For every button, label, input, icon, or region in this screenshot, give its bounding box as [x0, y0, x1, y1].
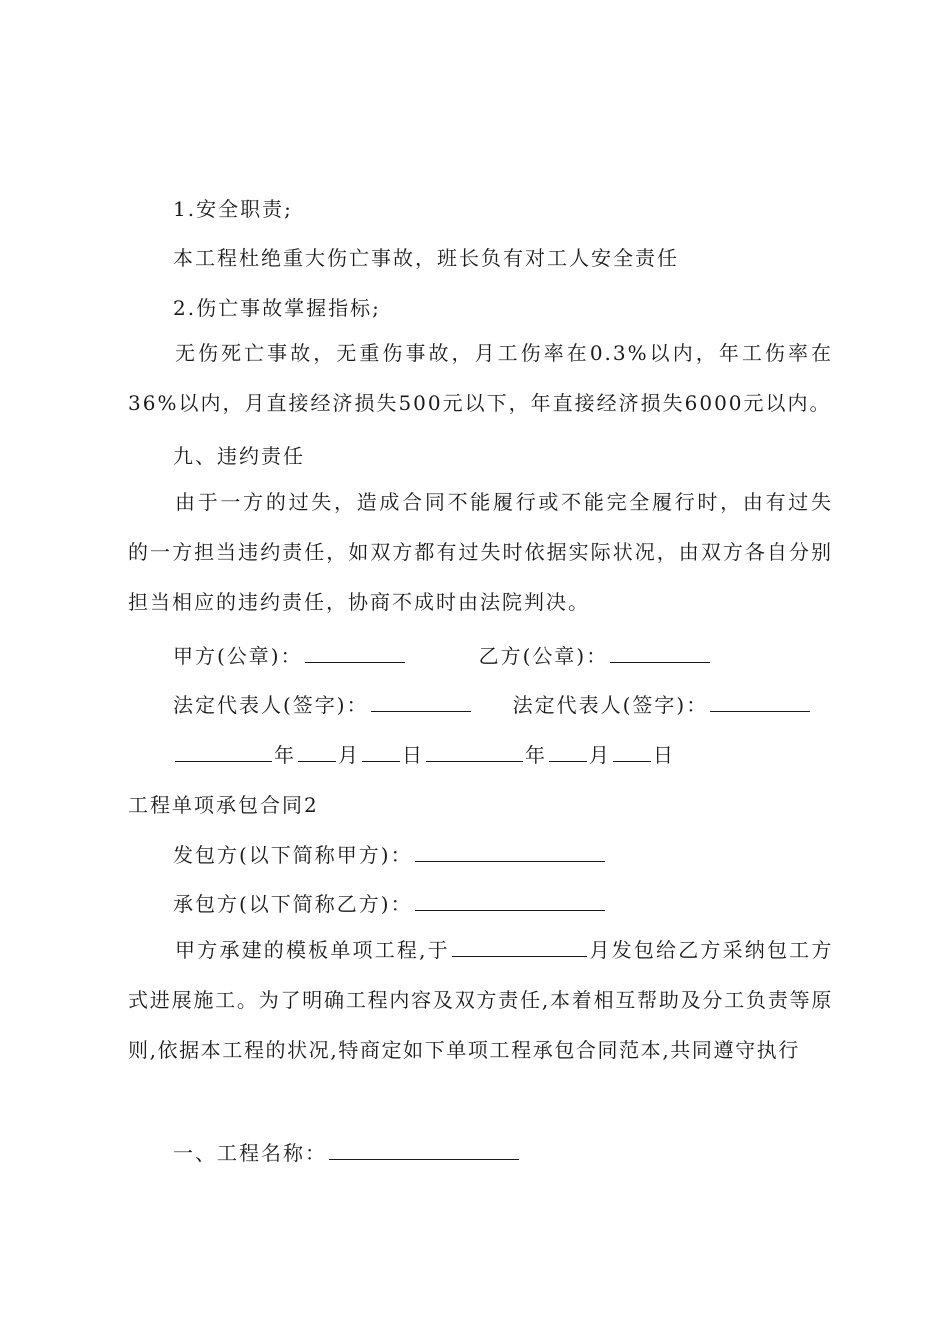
month-b-label: 月: [589, 743, 611, 767]
month-a-blank: [298, 743, 336, 762]
party-a-seal-label: 甲方(公章)：: [173, 644, 303, 668]
legal-rep-b-blank: [710, 693, 810, 712]
intro-part2: 月发包给乙方采纳包工方式进展施工。为了明确工程内容及双方责任,本着相互帮助及分工负责等原则,依据本工程的状况,特商定如下单项工程承包合同范本,共同遵守执行: [128, 938, 833, 1062]
breach-heading: 九、违约责任: [173, 444, 305, 468]
day-b-label: 日: [653, 743, 675, 767]
project-name-row: [173, 1140, 878, 1166]
month-b-blank: [549, 743, 587, 762]
intro-month-blank: [452, 938, 587, 957]
month-a-label: 月: [338, 743, 360, 767]
casualty-index-body: 无伤死亡事故，无重伤事故，月工伤率在0.3%以内，年工伤率在36%以内，月直接经济损失500元以下，年直接经济损失6000元以内。: [128, 341, 833, 415]
casualty-index-heading: 2.伤亡事故掌握指标;: [173, 296, 381, 320]
year-a-blank: [175, 743, 272, 762]
project-name-label: 一、工程名称：: [173, 1141, 327, 1165]
employer-label: 发包方(以下简称甲方)：: [173, 843, 413, 867]
day-b-blank: [613, 743, 651, 762]
contract2-title: 工程单项承包合同2: [128, 793, 319, 817]
contractor-label: 承包方(以下简称乙方)：: [173, 892, 413, 916]
day-a-label: 日: [402, 743, 424, 767]
legal-rep-row: [173, 692, 878, 718]
legal-rep-a-label: 法定代表人(签字)：: [173, 693, 369, 717]
project-name-blank: [329, 1141, 519, 1160]
safety-duty-heading: 1.安全职责;: [173, 197, 293, 221]
employer-row: [173, 842, 878, 868]
employer-blank: [415, 843, 605, 862]
party-b-seal-label: 乙方(公章)：: [478, 644, 609, 668]
seal-row: [173, 643, 878, 669]
year-a-label: 年: [274, 743, 296, 767]
breach-body: 由于一方的过失，造成合同不能履行或不能完全履行时，由有过失的一方担当违约责任，如双方都有过失时依据实际状况，由双方各自分别担当相应的违约责任，协商不成时由法院判决。: [128, 490, 833, 614]
year-b-blank: [426, 743, 523, 762]
day-a-blank: [362, 743, 400, 762]
year-b-label: 年: [525, 743, 547, 767]
party-a-seal-blank: [305, 644, 405, 663]
legal-rep-b-label: 法定代表人(签字)：: [512, 693, 709, 717]
contractor-blank: [415, 892, 605, 911]
intro-part1: 甲方承建的模板单项工程,于: [175, 938, 450, 962]
safety-duty-body: 本工程杜绝重大伤亡事故，班长负有对工人安全责任: [173, 246, 679, 270]
contract2-intro: [128, 925, 833, 1075]
contractor-row: [173, 891, 878, 917]
legal-rep-a-blank: [371, 693, 471, 712]
date-row: [173, 742, 878, 768]
party-b-seal-blank: [610, 644, 710, 663]
